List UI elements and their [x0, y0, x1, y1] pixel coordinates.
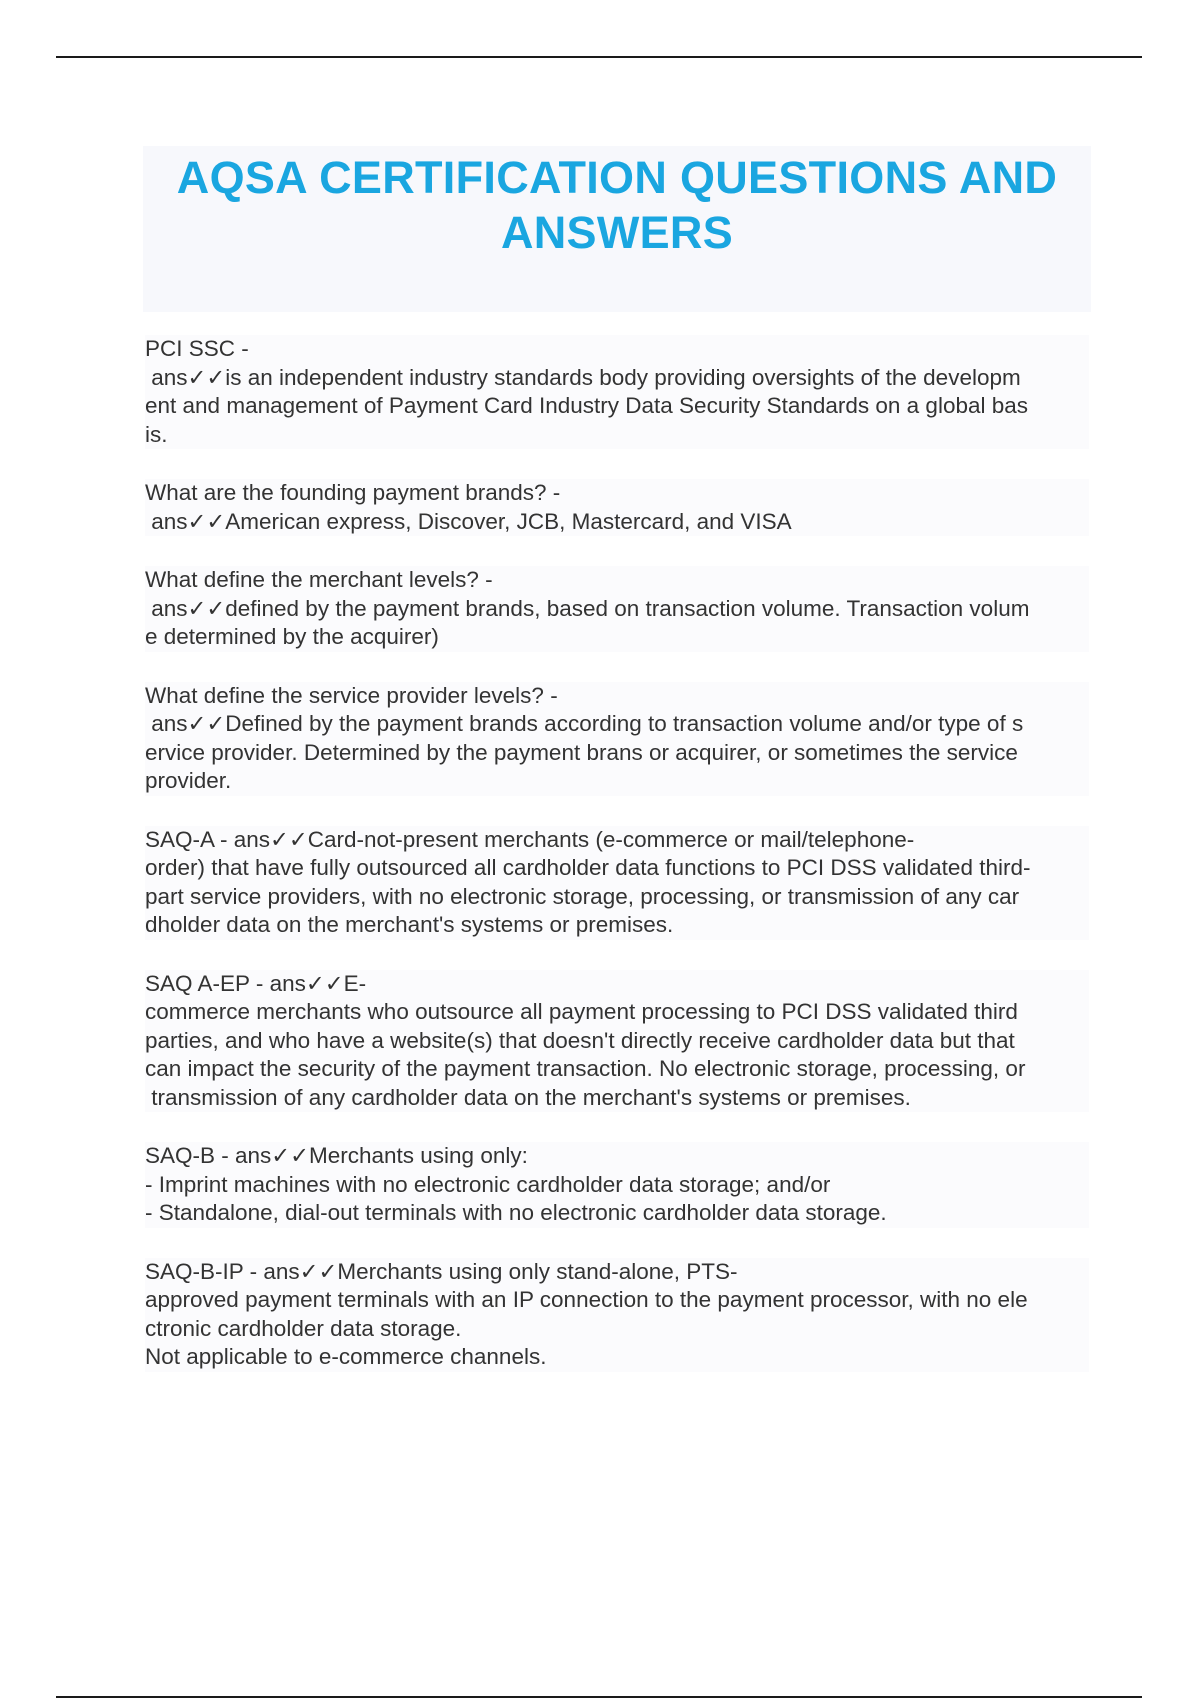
qa-entry: [145, 335, 1089, 449]
qa-entry: [145, 682, 1089, 796]
qa-entry: [145, 1258, 1089, 1372]
bottom-rule: [56, 1696, 1142, 1698]
entry-line: commerce merchants who outsource all payment processing to PCI DSS validated third: [145, 999, 1018, 1024]
entry-line: order) that have fully outsourced all cardholder data functions to PCI DSS validated third-: [145, 855, 1031, 880]
entry-line: parties, and who have a website(s) that doesn't directly receive cardholder data but that: [145, 1027, 1015, 1053]
entry-line: can impact the security of the payment transaction. No electronic storage, processing, or: [145, 1056, 1026, 1081]
entry-line: ans✓✓American express, Discover, JCB, Mastercard, and VISA: [145, 508, 792, 534]
entry-line: SAQ A-EP - ans✓✓E-: [145, 970, 367, 996]
qa-list: [145, 335, 1089, 1402]
entry-line: part service providers, with no electronic storage, processing, or transmission of any car: [145, 883, 1020, 909]
entry-line: What are the founding payment brands? -: [145, 480, 561, 505]
entry-line: ans✓✓is an independent industry standards body providing oversights of the developm: [145, 364, 1021, 390]
entry-line: is.: [145, 421, 168, 447]
qa-entry: [145, 1142, 1089, 1228]
entry-line: - Imprint machines with no electronic cardholder data storage; and/or: [145, 1171, 831, 1197]
entry-line: SAQ-B-IP - ans✓✓Merchants using only stand-alone, PTS-: [145, 1258, 738, 1284]
entry-line: approved payment terminals with an IP connection to the payment processor, with no ele: [145, 1287, 1028, 1312]
entry-line: dholder data on the merchant's systems or premises.: [145, 912, 674, 937]
qa-entry: [145, 970, 1089, 1113]
qa-entry: [145, 826, 1089, 940]
entry-line: ervice provider. Determined by the payment brans or acquirer, or sometimes the service: [145, 739, 1018, 765]
entry-line: ent and management of Payment Card Industry Data Security Standards on a global bas: [145, 393, 1029, 418]
entry-line: SAQ-B - ans✓✓Merchants using only:: [145, 1143, 528, 1168]
entry-line: PCI SSC -: [145, 336, 249, 361]
entry-line: ans✓✓Defined by the payment brands according to transaction volume and/or type of s: [145, 711, 1024, 736]
entry-line: What define the service provider levels? -: [145, 682, 558, 708]
entry-line: SAQ-A - ans✓✓Card-not-present merchants (e-commerce or mail/telephone-: [145, 826, 915, 852]
document-title: AQSA CERTIFICATION QUESTIONS AND ANSWERS: [176, 152, 1058, 258]
entry-line: provider.: [145, 768, 232, 793]
qa-entry: [145, 566, 1089, 652]
title-banner: [143, 146, 1091, 312]
top-rule: [56, 56, 1142, 58]
entry-line: ans✓✓defined by the payment brands, based on transaction volume. Transaction volum: [145, 595, 1030, 621]
qa-entry: [145, 479, 1089, 536]
entry-line: Not applicable to e-commerce channels.: [145, 1344, 547, 1369]
entry-line: transmission of any cardholder data on the merchant's systems or premises.: [145, 1084, 911, 1110]
entry-line: What define the merchant levels? -: [145, 567, 493, 592]
entry-line: e determined by the acquirer): [145, 624, 439, 649]
entry-line: ctronic cardholder data storage.: [145, 1315, 462, 1341]
entry-line: - Standalone, dial-out terminals with no electronic cardholder data storage.: [145, 1200, 887, 1225]
